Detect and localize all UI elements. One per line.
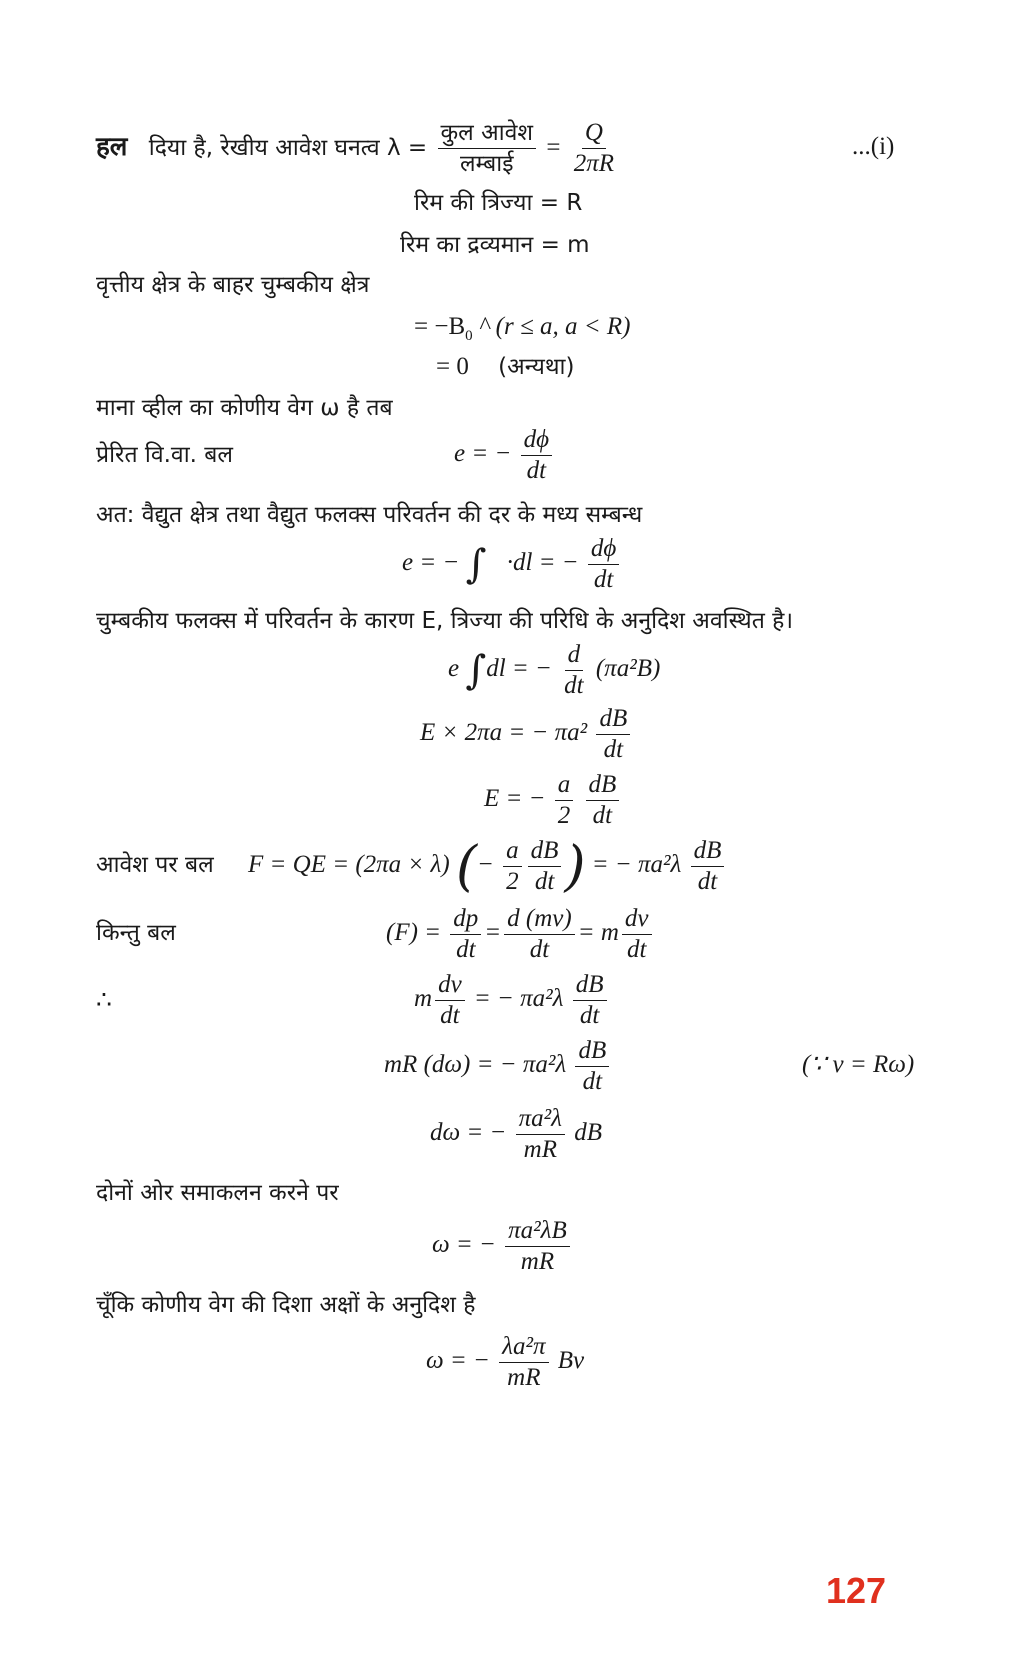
emf-equation — [454, 425, 555, 486]
field-zero: = 0 — [436, 353, 469, 380]
equals-m: = m — [577, 919, 619, 947]
fraction-numerator: d — [565, 640, 584, 671]
db-dt-fraction — [528, 836, 562, 897]
fraction-denominator: 2 — [506, 868, 519, 895]
fraction-numerator: dϕ — [588, 534, 619, 565]
integral-sign: ∫ — [465, 647, 487, 694]
fraction-denominator: 2 — [557, 802, 571, 829]
fraction-numerator: dB — [573, 970, 607, 1001]
integral-sign: ∫ — [465, 541, 487, 588]
force-lhs: F = QE = (2πa × λ) — [248, 851, 450, 879]
db-dt-fraction — [573, 970, 607, 1031]
fraction-denominator: dt — [456, 936, 476, 963]
dmv-dt-fraction — [504, 904, 575, 965]
eq2-lhs: E × 2πa = − πa² — [420, 719, 588, 747]
fraction-numerator: dp — [450, 904, 481, 935]
fraction-numerator: dϕ — [521, 425, 552, 456]
relation-lhs: e = − — [402, 549, 460, 577]
close-paren: ) — [564, 834, 586, 898]
but-label: किन्तु बल — [96, 920, 176, 946]
fraction-numerator: dB — [596, 704, 630, 735]
intro-line — [96, 118, 620, 179]
equation-ref-i: ...(i) — [852, 133, 895, 160]
dv-dt-fraction — [622, 904, 652, 965]
intro-text: दिया है, रेखीय आवेश घनत्व λ = — [148, 135, 428, 161]
fraction-numerator: πa²λ — [516, 1104, 565, 1135]
emf-label: प्रेरित वि.वा. बल — [96, 442, 234, 468]
but-equation — [386, 904, 655, 965]
force-rhs: = − πa²λ — [591, 851, 682, 879]
fraction-numerator: d (mv) — [504, 904, 575, 935]
rim-mass-line: रिम का द्रव्यमान = m — [400, 232, 590, 258]
eq1-mid: dl = − — [486, 655, 552, 683]
solution-label: हल — [96, 132, 128, 162]
fraction-denominator: dt — [593, 566, 614, 593]
fraction-denominator: dt — [534, 868, 555, 895]
t3-equation — [430, 1104, 602, 1165]
t4-equation — [432, 1216, 573, 1277]
eq3-lhs: E = − — [484, 785, 546, 813]
t2-lhs: mR (dω) = − πa²λ — [384, 1051, 567, 1079]
fraction-denominator: dt — [592, 802, 613, 829]
fraction-numerator: a — [503, 836, 522, 867]
t1-mid: = − πa²λ — [473, 985, 564, 1013]
t1-lhs: m — [414, 985, 433, 1013]
fraction-denominator: dt — [697, 868, 718, 895]
fraction-numerator: πa²λB — [505, 1216, 570, 1247]
fraction-denominator: dt — [579, 1002, 600, 1029]
relation-equation — [402, 534, 622, 595]
field-line-2 — [436, 352, 574, 382]
field-otherwise: (अन्यथा) — [498, 354, 575, 380]
but-lhs: (F) = — [386, 919, 442, 947]
t3-rest: dB — [574, 1119, 603, 1147]
therefore-symbol: ∴ — [96, 987, 112, 1014]
t2-equation — [384, 1036, 612, 1097]
field-intro: वृत्तीय क्षेत्र के बाहर चुम्बकीय क्षेत्र — [96, 272, 370, 298]
relation-mid: ·dl = − — [506, 549, 579, 577]
db-dt-fraction — [586, 770, 620, 831]
force-label: आवेश पर बल — [96, 852, 214, 878]
field-subscript: 0 — [465, 328, 473, 344]
dv-dt-fraction — [435, 970, 465, 1031]
fraction-denominator: 2πR — [573, 150, 615, 177]
fraction-denominator: dt — [529, 936, 550, 963]
equals-sign: = — [484, 919, 502, 947]
fraction-numerator: λa²π — [499, 1332, 548, 1363]
fraction-denominator: लम्बाई — [460, 151, 514, 177]
fraction-numerator: कुल आवेश — [438, 118, 537, 149]
t1-equation — [414, 970, 610, 1031]
t3-lhs: dω = − — [430, 1119, 507, 1147]
fraction-denominator: dt — [582, 1068, 603, 1095]
lambdaa2pi-over-mr-fraction — [499, 1332, 548, 1393]
dp-dt-fraction — [450, 904, 481, 965]
minus-sign: − — [477, 851, 494, 879]
field-line-1 — [414, 312, 630, 351]
db-dt-fraction — [575, 1036, 609, 1097]
fraction-numerator: dB — [528, 836, 562, 867]
force-equation — [248, 836, 727, 897]
fraction-denominator: mR — [520, 1248, 555, 1275]
rim-radius-line: रिम की त्रिज्या = R — [414, 190, 583, 216]
open-paren: ( — [455, 834, 478, 898]
dphi-dt-fraction — [588, 534, 619, 595]
eq1-rest: (πa²B) — [595, 655, 661, 683]
pia2lambdab-over-mr-fraction — [505, 1216, 570, 1277]
fraction-numerator: dB — [586, 770, 620, 801]
d-dt-fraction — [561, 640, 586, 701]
relation-intro: अत: वैद्युत क्षेत्र तथा वैद्युत फलक्स परिवर्तन की दर के मध्य सम्बन्ध — [96, 502, 643, 528]
t5-lhs: ω = − — [426, 1347, 490, 1375]
q-over-2pir-fraction — [571, 118, 617, 179]
field-b0: = −B — [414, 313, 466, 340]
eq3 — [484, 770, 622, 831]
equals-sign: = — [546, 134, 561, 161]
fraction-numerator: dv — [622, 904, 652, 935]
integrate-intro: दोनों ओर समाकलन करने पर — [96, 1180, 339, 1206]
fraction-denominator: dt — [526, 457, 547, 484]
fraction-denominator: dt — [564, 672, 584, 699]
fraction-numerator: dv — [435, 970, 465, 1001]
eq2 — [420, 704, 633, 765]
eq1 — [448, 640, 660, 701]
a-over-2-fraction — [555, 770, 574, 831]
fraction-denominator: mR — [523, 1136, 557, 1163]
page-number: 127 — [826, 1570, 887, 1611]
fraction-numerator: a — [555, 770, 574, 801]
field-condition: ^ (r ≤ a, a < R) — [478, 313, 631, 340]
fraction-denominator: mR — [507, 1364, 541, 1391]
eq1-lhs: e — [448, 655, 460, 683]
fraction-denominator: dt — [603, 736, 624, 763]
pia2lambda-over-mr-fraction — [516, 1104, 565, 1165]
db-dt-fraction — [596, 704, 630, 765]
charge-density-fraction — [438, 118, 537, 179]
fraction-numerator: Q — [582, 118, 606, 149]
fraction-numerator: dB — [575, 1036, 609, 1067]
t5-equation — [426, 1332, 584, 1393]
t5-rest: Bv — [557, 1347, 585, 1375]
omega-intro: माना व्हील का कोणीय वेग ω है तब — [96, 395, 393, 421]
fraction-denominator: dt — [440, 1002, 460, 1029]
direction-intro: चूँकि कोणीय वेग की दिशा अक्षों के अनुदिश है — [96, 1292, 476, 1318]
t2-reference: (∵ v = Rω) — [802, 1051, 915, 1078]
dphi-dt-fraction — [521, 425, 552, 486]
a-over-2-fraction — [503, 836, 522, 897]
fraction-numerator: dB — [691, 836, 725, 867]
db-dt-fraction — [691, 836, 725, 897]
emf-lhs: e = − — [454, 440, 512, 468]
t4-lhs: ω = − — [432, 1231, 496, 1259]
fraction-denominator: dt — [627, 936, 647, 963]
flux-intro: चुम्बकीय फलक्स में परिवर्तन के कारण E, त्रिज्या की परिधि के अनुदिश अवस्थित है। — [96, 608, 794, 634]
